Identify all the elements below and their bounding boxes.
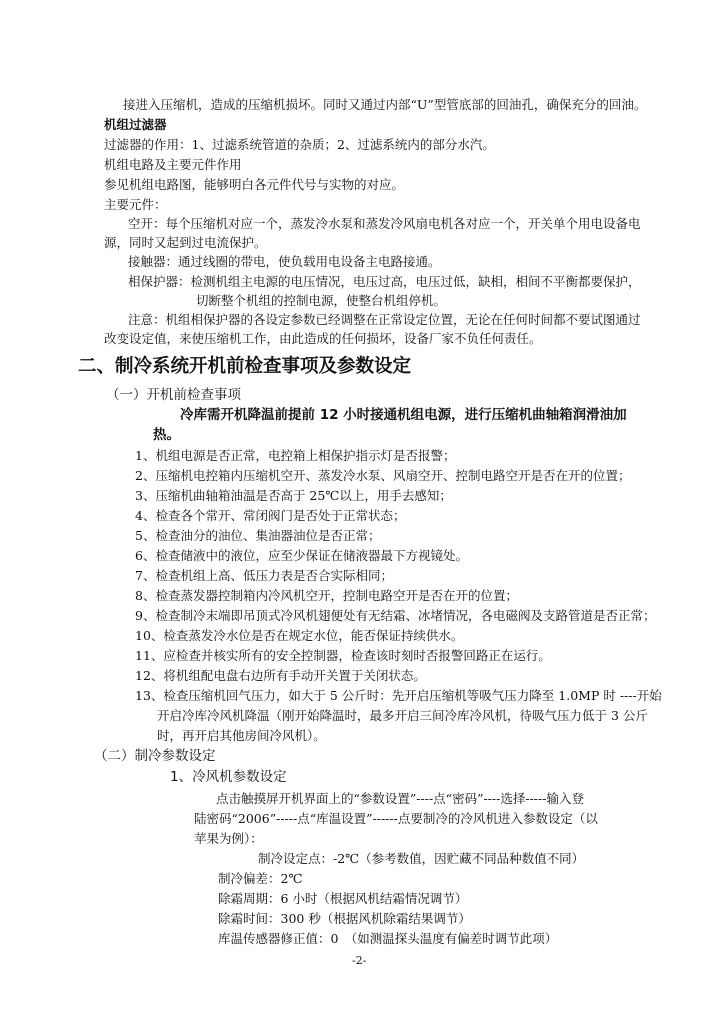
param-description: 陆密码“2006”-----点“库温设置”------点要制冷的冷风机进入参数设定（以 xyxy=(194,811,598,826)
main-parts-label: 主要元件： xyxy=(104,197,167,212)
filter-description: 过滤器的作用：1、过滤系统管道的杂质；2、过滤系统内的部分水汽。 xyxy=(104,137,495,152)
subsection-title: （二）制冷参数设定 xyxy=(94,748,216,764)
phase-protector-text: 切断整个机组的控制电源，使整台机组停机。 xyxy=(196,293,447,308)
body-text-line: 接进入压缩机，造成的压缩机损坏。同时又通过内部“U”型管底部的回油孔，确保充分的回油。 xyxy=(123,97,647,112)
check-item: 12、将机组配电盘右边所有手动开关置于关闭状态。 xyxy=(135,668,426,683)
check-item: 2、压缩机电控箱内压缩机空开、蒸发冷水泵、风扇空开、控制电路空开是否在开的位置； xyxy=(135,468,631,483)
check-item: 7、检查机组上高、低压力表是否合实际相同； xyxy=(135,568,393,583)
filter-heading: 机组过滤器 xyxy=(104,117,167,132)
page-number: -2- xyxy=(352,954,367,967)
param-deviation: 制冷偏差：2℃ xyxy=(218,871,303,886)
check-item: 5、检查油分的油位、集油器油位是否正常； xyxy=(135,528,381,543)
note-text: 改变设定值，来使压缩机工作，由此造成的任何损坏，设备厂家不负任何责任。 xyxy=(104,331,542,346)
breaker-text-line: 源，同时又起到过电流保护。 xyxy=(104,235,267,250)
check-item: 4、检查各个常开、常闭阀门是否处于正常状态； xyxy=(135,508,406,523)
check-item-continuation: 开启冷库冷风机降温（刚开始降温时，最多开启三间冷库冷风机，待吸气压力低于 3 公斤 xyxy=(157,708,648,723)
check-item: 6、检查储液中的液位，应至少保证在储液器最下方视镜处。 xyxy=(135,548,468,563)
contactor-text: 接触器：通过线圈的带电，使负载用电设备主电路接通。 xyxy=(128,254,441,269)
check-item: 10、检查蒸发冷水位是否在规定水位，能否保证持续供水。 xyxy=(135,628,464,643)
lead-paragraph: 热。 xyxy=(153,427,180,443)
check-item: 11、应检查并核实所有的安全控制器，检查该时刻时否报警回路正在运行。 xyxy=(135,648,551,663)
param-description: 苹果为例）： xyxy=(194,831,263,846)
check-item: 8、检查蒸发器控制箱内冷风机空开，控制电路空开是否在开的位置； xyxy=(135,588,518,603)
check-item: 3、压缩机曲轴箱油温是否高于 25℃以上，用手去感知； xyxy=(135,488,452,503)
param-description: 点击触摸屏开机界面上的“参数设置”----点“密码”----选择-----输入登 xyxy=(216,791,584,806)
check-item: 9、检查制冷末端即吊顶式冷风机翅便处有无结霜、冰堵情况，各电磁阀及支路管道是否正常； xyxy=(135,608,656,623)
note-text: 注意：机组相保护器的各设定参数已经调整在正常设定位置，无论在任何时间都不要试图通过 xyxy=(128,312,641,327)
param-setpoint: 制冷设定点：-2℃（参考数值，因贮藏不同品种数值不同） xyxy=(258,851,585,866)
check-item-continuation: 时，再开启其他房间冷风机）。 xyxy=(157,728,326,743)
section-title: 二、制冷系统开机前检查事项及参数设定 xyxy=(78,356,412,377)
sub-subsection-title: 1、冷风机参数设定 xyxy=(170,769,287,785)
circuit-heading: 机组电路及主要元件作用 xyxy=(104,157,242,172)
circuit-description: 参见机组电路图，能够明白各元件代号与实物的对应。 xyxy=(104,177,405,192)
lead-paragraph: 冷库需开机降温前提前 12 小时接通机组电源，进行压缩机曲轴箱润滑油加 xyxy=(180,407,627,423)
param-sensor-correction: 库温传感器修正值：0 （如测温探头温度有偏差时调节此项） xyxy=(218,931,558,946)
breaker-text-line: 空开：每个压缩机对应一个，蒸发冷水泵和蒸发冷风扇电机各对应一个，开关单个用电设备电 xyxy=(128,216,641,231)
param-defrost-period: 除霜周期：6 小时（根据风机结霜情况调节） xyxy=(218,891,468,906)
check-item: 1、机组电源是否正常，电控箱上相保护指示灯是否报警； xyxy=(135,448,456,463)
param-defrost-time: 除霜时间：300 秒（根据风机除霜结果调节） xyxy=(218,911,471,926)
phase-protector-text: 相保护器：检测机组主电源的电压情况，电压过高，电压过低，缺相，相间不平衡都要保护， xyxy=(128,274,641,289)
check-item: 13、检查压缩机回气压力，如大于 5 公斤时：先开启压缩机等吸气压力降至 1.0MP 时 ----开始 xyxy=(135,688,662,703)
subsection-title: （一）开机前检查事项 xyxy=(106,387,241,403)
